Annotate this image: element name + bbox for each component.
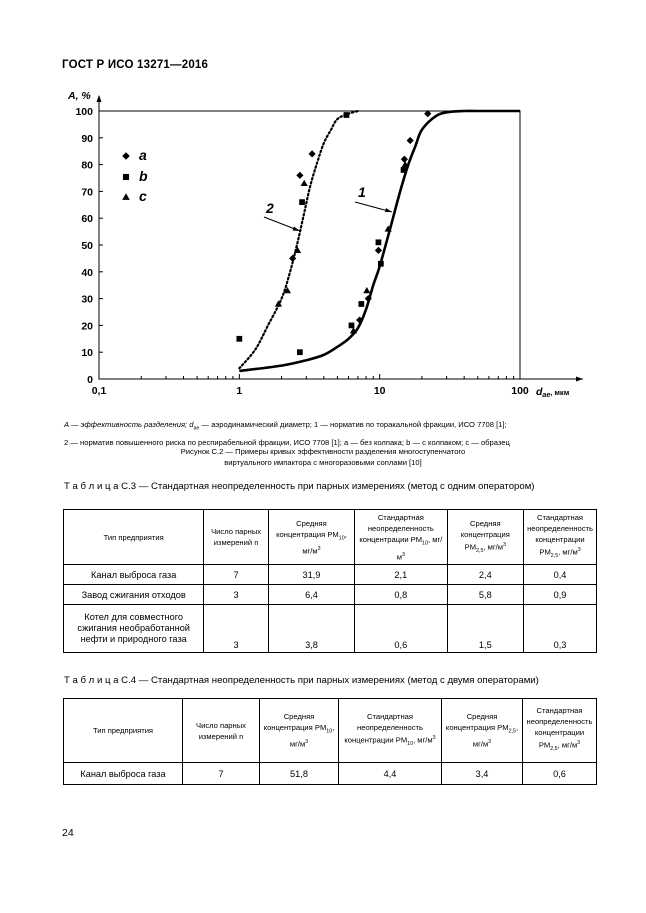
y-tick-label: 30 [81, 293, 93, 306]
cell-mean-pm25: 1,5 [447, 605, 524, 653]
legend-note-sub: ae [193, 425, 200, 432]
y-tick-label: 40 [81, 266, 93, 279]
table-row [64, 585, 597, 605]
square-marker [358, 301, 364, 307]
curve-2 [239, 111, 358, 368]
cell-mean-pm10: 51,8 [260, 763, 339, 785]
diamond-marker [296, 172, 303, 179]
square-marker [344, 112, 350, 118]
cell-unc-pm25: 0,4 [524, 565, 597, 585]
triangle-marker [122, 193, 130, 200]
table-row [64, 565, 597, 585]
legend-note-line2: 2 — норматив повышенного риска по респирабельной фракции, ИСО 7708 [1]; a — без колпака; b — с колпаком; c — образец [64, 437, 510, 447]
square-marker [236, 336, 242, 342]
diamond-marker [401, 156, 408, 163]
page-number: 24 [62, 827, 74, 839]
diamond-marker [375, 247, 382, 254]
cell-count: 3 [204, 605, 269, 653]
col-header-mean-pm25: Средняя концентрация $PM_{2,5}$, $мг/м^3$ [447, 510, 524, 565]
y-tick-label: 20 [81, 320, 93, 333]
cell-unc-pm10: 2,1 [355, 565, 447, 585]
table-c4 [63, 698, 597, 785]
figure-title-line2: виртуального импактора с многоразовыми соплами [10] [224, 458, 422, 467]
x-axis-label: $d_{ae}^{, мкм}$ [536, 386, 570, 399]
cell-type: Завод сжигания отходов [64, 585, 204, 605]
figure-legend-note [64, 418, 604, 449]
y-axis-label: A, % [68, 90, 91, 102]
y-tick-label: 100 [75, 106, 93, 118]
cell-mean-pm10: 31,9 [268, 565, 354, 585]
table-row [64, 763, 597, 785]
cell-unc-pm10: 4,4 [339, 763, 442, 785]
cell-type: Котел для совместного сжигания необработанной нефти и природного газа [64, 605, 204, 653]
y-tick-label: 90 [81, 132, 93, 145]
table-c3-title: Т а б л и ц а С.3 — Стандартная неопределенность при парных измерениях (метод с одним оператором) [64, 481, 535, 492]
cell-unc-pm25: 0,9 [524, 585, 597, 605]
cell-mean-pm10: 3,8 [268, 605, 354, 653]
plot-frame [99, 111, 520, 379]
document-header: ГОСТ Р ИСО 13271—2016 [62, 59, 209, 71]
cell-mean-pm25: 2,4 [447, 565, 524, 585]
cell-count: 7 [204, 565, 269, 585]
efficiency-chart [0, 0, 646, 420]
y-axis-arrow [97, 95, 102, 102]
y-tick-label: 80 [81, 159, 93, 172]
legend-label-a: a [139, 147, 147, 163]
legend-label-c: c [139, 188, 147, 204]
col-header-mean-pm10: Средняя концентрация $PM_{10}$, $мг/м^3$ [268, 510, 354, 565]
col-header-unc-pm25: Стандартная неопределенность концентрации $PM_{2,5}$, $мг/м^3$ [523, 699, 597, 763]
square-marker [401, 167, 407, 173]
square-marker [299, 199, 305, 205]
figure-title-line1: Рисунок С.2 — Примеры кривых эффективности разделения многоступенчатого [180, 447, 466, 456]
x-tick-label: 1 [236, 385, 243, 397]
x-tick-label: 0,1 [91, 385, 107, 397]
diamond-marker [308, 150, 315, 157]
legend-note-line1: A — эффективность разделения; d [64, 420, 194, 429]
table-c4-title: Т а б л и ц а С.4 — Стандартная неопределенность при парных измерениях (метод с двумя операторами) [64, 675, 539, 686]
cell-mean-pm25: 5,8 [447, 585, 524, 605]
square-marker [378, 261, 384, 267]
table-header-row [64, 699, 597, 763]
y-tick-label: 70 [81, 186, 93, 199]
x-axis-arrow [576, 377, 583, 382]
col-header-count: Число парных измерений n [183, 699, 260, 763]
curve-1-label: 1 [358, 184, 366, 200]
legend-label-b: b [139, 168, 148, 184]
cell-mean-pm25: 3,4 [442, 763, 523, 785]
diamond-marker [407, 137, 414, 144]
y-tick-label: 0 [87, 374, 93, 386]
diamond-marker [122, 152, 130, 160]
col-header-type: Тип предприятия [64, 510, 204, 565]
col-header-unc-pm25: Стандартная неопределенность концентрации $PM_{2,5}$, $мг/м^3$ [524, 510, 597, 565]
square-marker [376, 239, 382, 245]
x-tick-label: 100 [511, 385, 529, 397]
col-header-mean-pm10: Средняя концентрация $PM_{10}$, $мг/м^3$ [260, 699, 339, 763]
curve-1-leader-arrow [385, 208, 392, 212]
col-header-mean-pm25: Средняя концентрация $PM_{2,5}$, $мг/м^3$ [442, 699, 523, 763]
y-tick-label: 50 [81, 240, 93, 252]
col-header-unc-pm10: Стандартная неопределенность концентрации $PM_{10}$, $мг/м^3$ [339, 699, 442, 763]
cell-unc-pm10: 0,8 [355, 585, 447, 605]
triangle-marker [363, 287, 370, 293]
y-tick-label: 60 [81, 213, 93, 226]
cell-type: Канал выброса газа [64, 565, 204, 585]
figure-title [0, 446, 646, 468]
cell-unc-pm25: 0,6 [523, 763, 597, 785]
cell-count: 3 [204, 585, 269, 605]
x-tick-label: 10 [373, 385, 386, 397]
table-header-row [64, 510, 597, 565]
col-header-type: Тип предприятия [64, 699, 183, 763]
y-tick-label: 10 [81, 347, 93, 360]
cell-count: 7 [183, 763, 260, 785]
legend-note-line1-rest: — аэродинамический диаметр; 1 — норматив по торакальной фракции, ИСО 7708 [1]; [199, 420, 507, 429]
triangle-marker [301, 180, 308, 186]
col-header-unc-pm10: Стандартная неопределенность концентрации $PM_{10}$, $мг/м^3$ [355, 510, 447, 565]
cell-type: Канал выброса газа [64, 763, 183, 785]
table-c3 [63, 509, 597, 653]
square-marker [123, 174, 129, 180]
cell-unc-pm10: 0,6 [355, 605, 447, 653]
curve-2-leader-arrow [293, 227, 301, 232]
curve-2-label: 2 [266, 200, 274, 216]
square-marker [297, 349, 303, 355]
cell-unc-pm25: 0,3 [524, 605, 597, 653]
cell-mean-pm10: 6,4 [268, 585, 354, 605]
col-header-count: Число парных измерений n [204, 510, 269, 565]
table-row [64, 605, 597, 653]
